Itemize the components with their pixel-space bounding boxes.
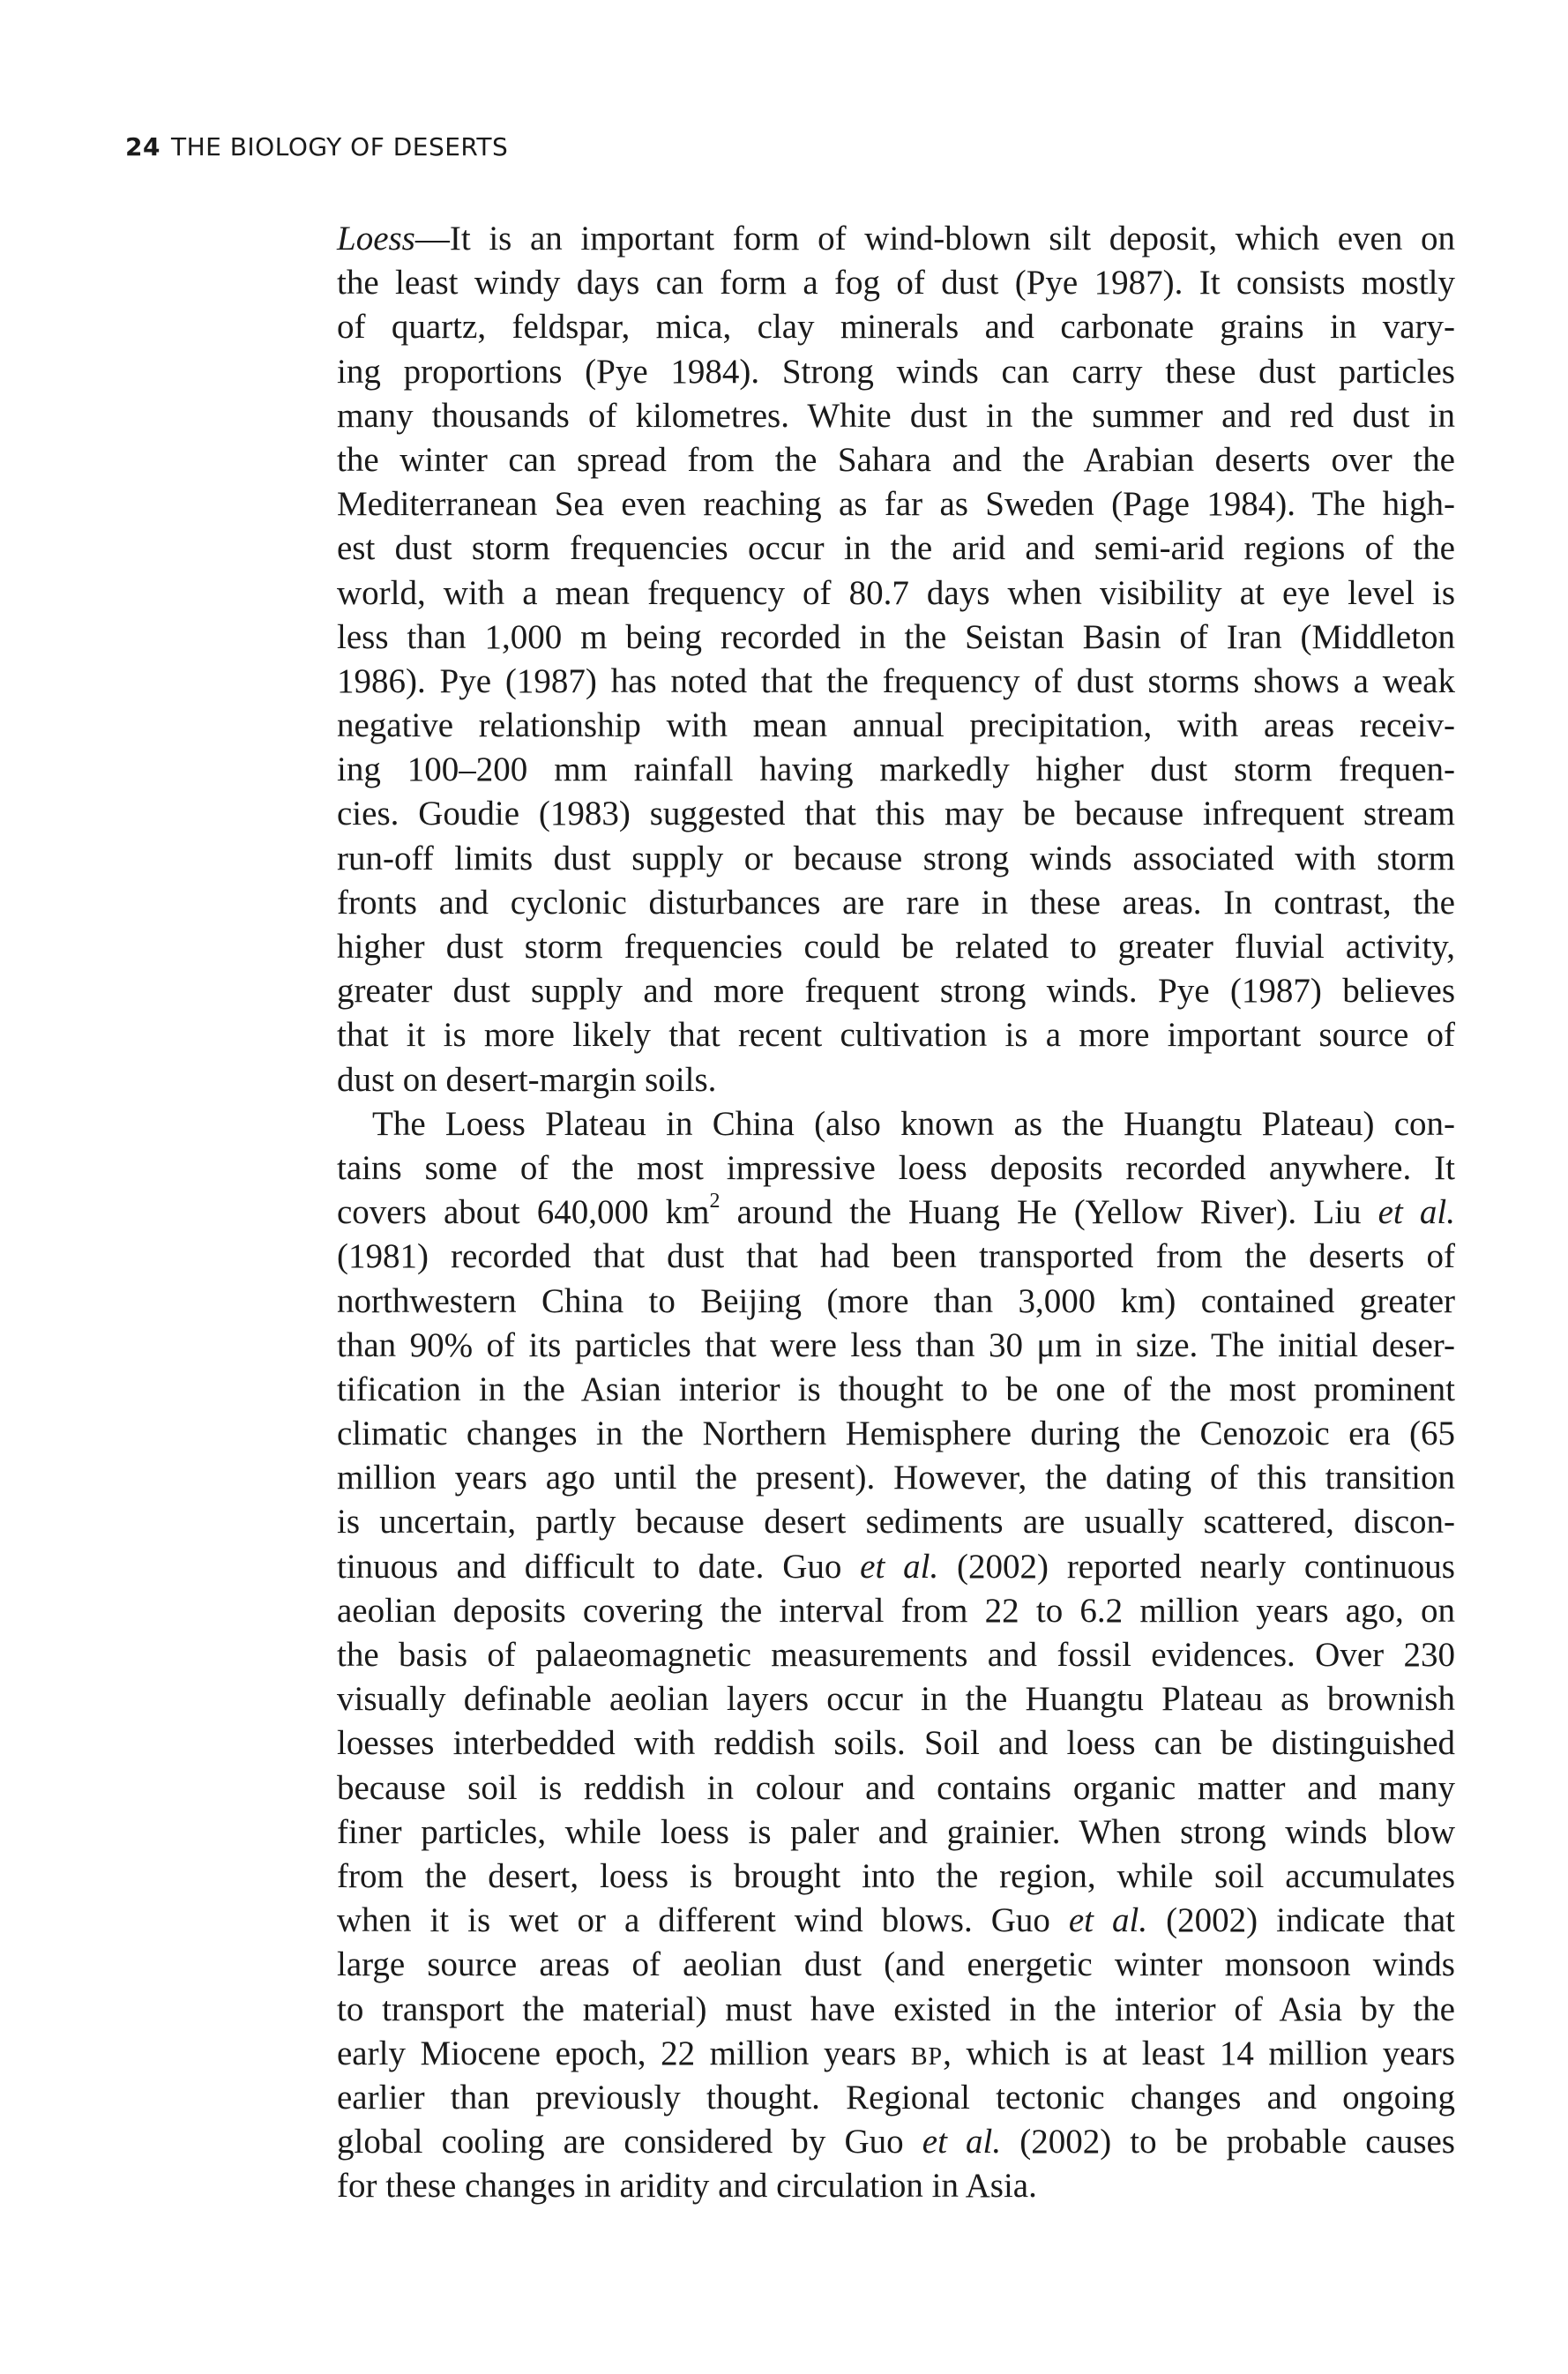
text-line: ing proportions (Pye 1984). Strong winds can carry these dust particles <box>337 352 1455 391</box>
loess-heading: Loess <box>337 220 415 258</box>
text-line: est dust storm frequencies occur in the arid and semi-arid regions of the <box>337 529 1455 568</box>
text-line: world, with a mean frequency of 80.7 days when visibility at eye level is <box>337 573 1455 612</box>
text-line: the winter can spread from the Sahara and the Arabian deserts over the <box>337 440 1455 479</box>
text-line: higher dust storm frequencies could be related to greater fluvial activity, <box>337 928 1455 966</box>
text-line: that it is more likely that recent cultivation is a more important source of <box>337 1016 1455 1055</box>
paragraph-loess <box>337 217 1455 1102</box>
text-line: northwestern China to Beijing (more than 3,000 km) contained greater <box>337 1281 1455 1320</box>
text-line: the least windy days can form a fog of dust (Pye 1987). It consists mostly <box>337 264 1455 302</box>
text-line: 1986). Pye (1987) has noted that the frequency of dust storms shows a weak <box>337 661 1455 700</box>
running-head <box>125 132 508 161</box>
text-line: Mediterranean Sea even reaching as far as Sweden (Page 1984). The high- <box>337 485 1455 524</box>
text-line: Loess—It is an important form of wind-blown silt deposit, which even on <box>337 220 1455 258</box>
text-line: because soil is reddish in colour and contains organic matter and many <box>337 1768 1455 1807</box>
text-line: the basis of palaeomagnetic measurements and fossil evidences. Over 230 <box>337 1636 1455 1674</box>
text-line: visually definable aeolian layers occur in the Huangtu Plateau as brownish <box>337 1680 1455 1719</box>
running-head-title: THE BIOLOGY OF DESERTS <box>170 132 509 161</box>
text-line: many thousands of kilometres. White dust in the summer and red dust in <box>337 396 1455 435</box>
text-line: from the desert, loess is brought into the region, while soil accumulates <box>337 1856 1455 1895</box>
text-line: aeolian deposits covering the interval from 22 to 6.2 million years ago, on <box>337 1591 1455 1630</box>
text-line: run-off limits dust supply or because strong winds associated with storm <box>337 839 1455 877</box>
text-line: million years ago until the present). However, the dating of this transition <box>337 1459 1455 1497</box>
text-line: ing 100–200 mm rainfall having markedly higher dust storm frequen- <box>337 750 1455 789</box>
text-line: than 90% of its particles that were less than 30 μm in size. The initial deser- <box>337 1325 1455 1364</box>
text-line: earlier than previously thought. Regional tectonic changes and ongoing <box>337 2078 1455 2116</box>
text-line: cies. Goudie (1983) suggested that this may be because infrequent stream <box>337 795 1455 833</box>
text-line: when it is wet or a different wind blows. Guo et al. (2002) indicate that <box>337 1901 1455 1940</box>
et-al: et al. <box>1068 1901 1148 1940</box>
text-line: for these changes in aridity and circulation in Asia. <box>337 2167 1037 2206</box>
text-line: less than 1,000 m being recorded in the Seistan Basin of Iran (Middleton <box>337 617 1455 656</box>
text-line: covers about 640,000 $km^2$ around the Huang He (Yellow River). Liu et al. <box>337 1190 1456 1232</box>
text-line: (1981) recorded that dust that had been transported from the deserts of <box>337 1237 1455 1276</box>
paragraph-loess-plateau <box>337 1102 1455 2209</box>
text-line: tinuous and difficult to date. Guo et al. (2002) reported nearly continuous <box>337 1547 1455 1586</box>
text-line: global cooling are considered by Guo et al. (2002) to be probable causes <box>337 2123 1455 2161</box>
text-line: fronts and cyclonic disturbances are rare in these areas. In contrast, the <box>337 883 1455 922</box>
text-line: finer particles, while loess is paler and grainier. When strong winds blow <box>337 1812 1455 1851</box>
text-line: loesses interbedded with reddish soils. Soil and loess can be distinguished <box>337 1724 1455 1763</box>
text-line: dust on desert-margin soils. <box>337 1060 717 1099</box>
text-line: climatic changes in the Northern Hemisphere during the Cenozoic era (65 <box>337 1415 1455 1453</box>
text-line: tification in the Asian interior is thought to be one of the most prominent <box>337 1370 1455 1408</box>
page-number: 24 <box>125 132 161 161</box>
et-al: et al. <box>860 1547 939 1586</box>
et-al: et al. <box>922 2123 1002 2161</box>
text-line: tains some of the most impressive loess deposits recorded anywhere. It <box>337 1148 1455 1187</box>
text-line: greater dust supply and more frequent strong winds. Pye (1987) believes <box>337 972 1455 1011</box>
text-line: large source areas of aeolian dust (and energetic winter monsoon winds <box>337 1945 1455 1984</box>
body-text <box>337 217 1455 2208</box>
et-al: et al. <box>1378 1193 1456 1232</box>
superscript-2: 2 <box>709 1190 721 1213</box>
text-line: The Loess Plateau in China (also known as the Huangtu Plateau) con- <box>372 1104 1455 1143</box>
text-line: is uncertain, partly because desert sediments are usually scattered, discon- <box>337 1503 1455 1542</box>
bp-abbreviation: BP <box>910 2042 944 2071</box>
text-line: of quartz, feldspar, mica, clay minerals and carbonate grains in vary- <box>337 308 1455 347</box>
text-line: early Miocene epoch, 22 million years BP, which is at least 14 million years <box>337 2034 1455 2072</box>
text-line: to transport the material) must have existed in the interior of Asia by the <box>337 1990 1455 2028</box>
text-line: negative relationship with mean annual precipitation, with areas receiv- <box>337 706 1455 745</box>
